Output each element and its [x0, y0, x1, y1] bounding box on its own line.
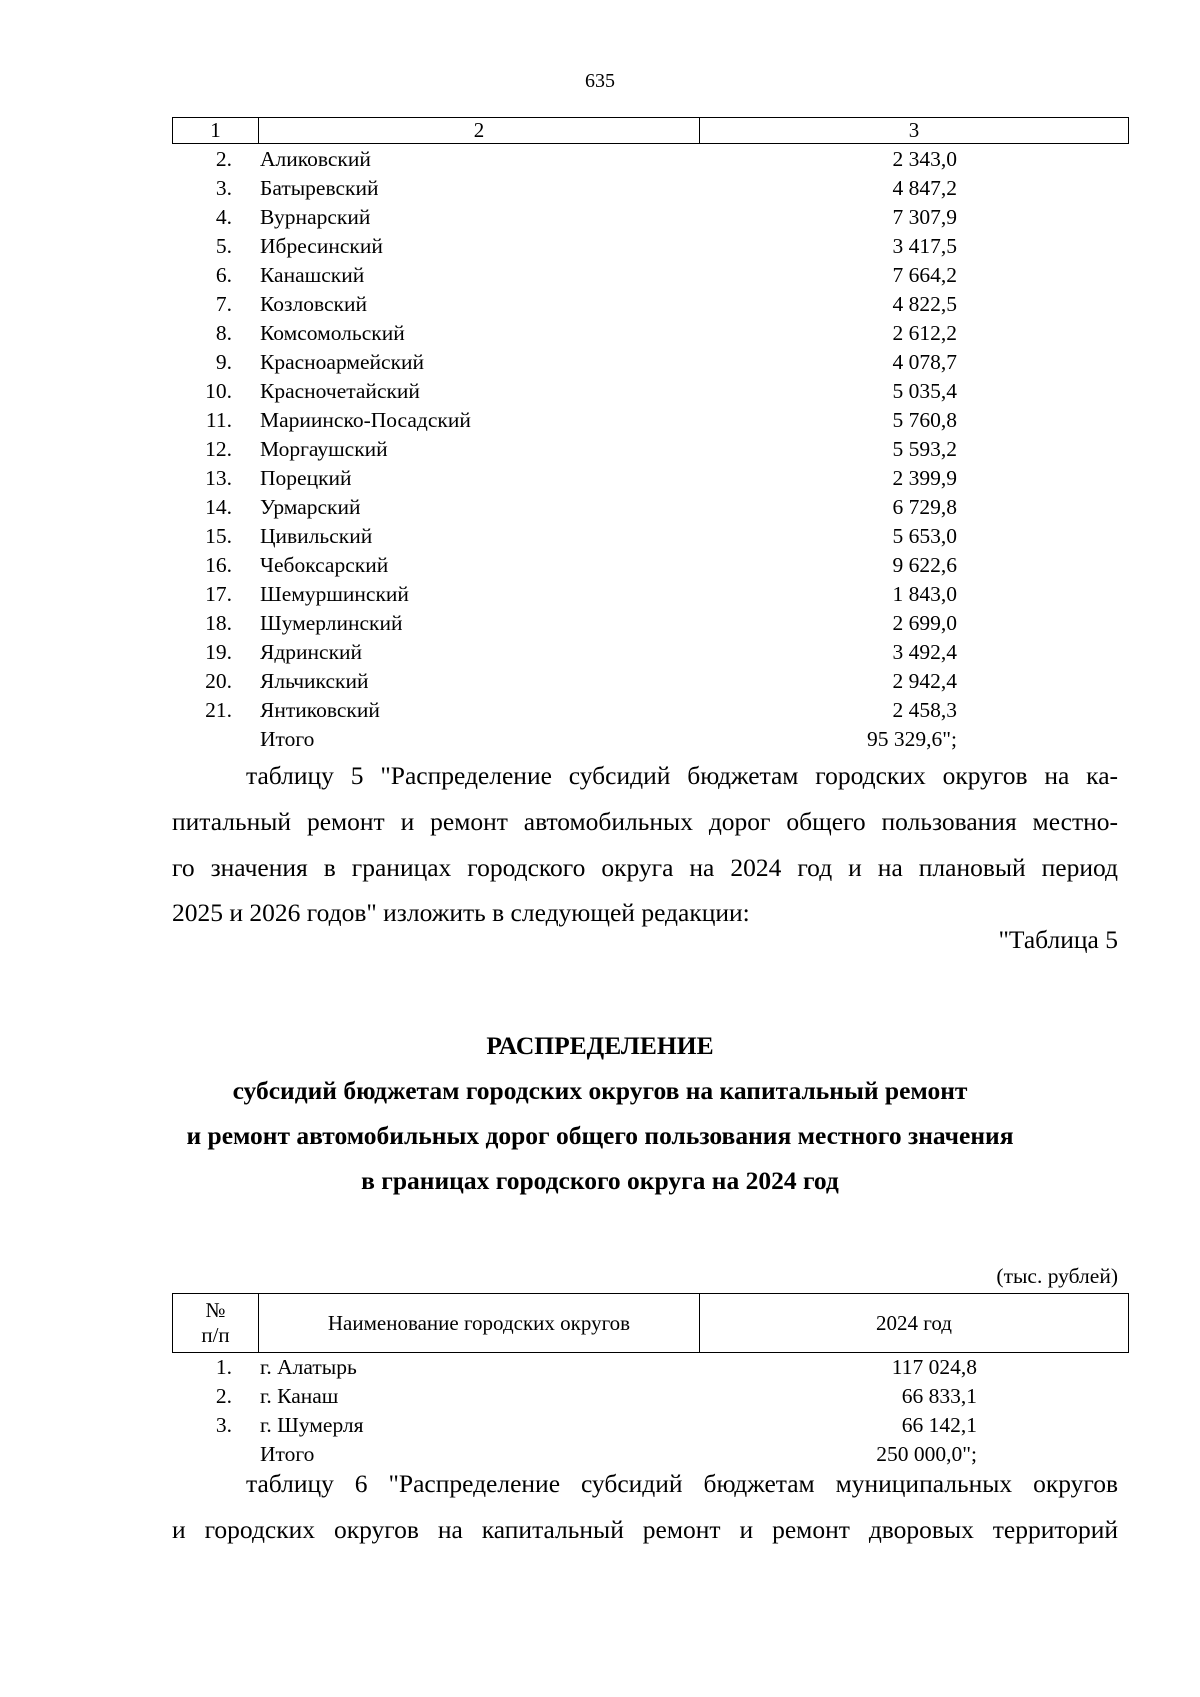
- units-label: (тыс. рублей): [996, 1264, 1118, 1288]
- row-value: 2 399,9: [892, 466, 957, 490]
- table2-body: [0, 1353, 1200, 1469]
- row-name: Янтиковский: [260, 698, 380, 722]
- row-number: 5.: [215, 234, 232, 258]
- row-number: 1.: [215, 1355, 232, 1379]
- row-value: 3 492,4: [892, 640, 957, 664]
- row-value: 7 664,2: [892, 263, 957, 287]
- row-number: 9.: [215, 350, 232, 374]
- row-name: Цивильский: [260, 524, 373, 548]
- row-number: 12.: [205, 437, 232, 461]
- row-name: Ядринский: [260, 640, 363, 664]
- row-name: Порецкий: [260, 466, 352, 490]
- table2-header-name: Наименование городских округов: [259, 1294, 700, 1353]
- row-name: Ибресинский: [260, 234, 383, 258]
- row-number: 14.: [205, 495, 232, 519]
- table-row: [0, 1353, 1200, 1382]
- row-name: г. Шумерля: [260, 1413, 364, 1437]
- row-value: 6 729,8: [892, 495, 957, 519]
- row-number: 4.: [215, 205, 232, 229]
- row-number: 19.: [205, 640, 232, 664]
- row-number: 2.: [215, 147, 232, 171]
- row-value: 1 843,0: [892, 582, 957, 606]
- table2-header-num-line2: п/п: [201, 1323, 230, 1347]
- row-name: Вурнарский: [260, 205, 371, 229]
- page-number: 635: [585, 70, 615, 92]
- row-value: 66 833,1: [901, 1384, 977, 1408]
- table-row: [0, 435, 1200, 464]
- row-number: 13.: [205, 466, 232, 490]
- paragraph-table5-intro: [172, 753, 1118, 936]
- row-name: Красноармейский: [260, 350, 425, 374]
- table-row: [0, 725, 1200, 754]
- row-value: 5 653,0: [892, 524, 957, 548]
- row-name: Комсомольский: [260, 321, 405, 345]
- row-name: Батыревский: [260, 176, 379, 200]
- table-row: [0, 290, 1200, 319]
- table-row: [0, 203, 1200, 232]
- row-number: 11.: [205, 408, 232, 432]
- row-name: Красночетайский: [260, 379, 420, 403]
- row-name: Шумерлинский: [260, 611, 403, 635]
- paragraph-table6-intro: [172, 1461, 1118, 1553]
- row-value: 4 847,2: [892, 176, 957, 200]
- row-name: Чебоксарский: [260, 553, 389, 577]
- row-number: 16.: [205, 553, 232, 577]
- row-value: 5 760,8: [892, 408, 957, 432]
- row-value: 4 822,5: [892, 292, 957, 316]
- table-row: [0, 551, 1200, 580]
- row-name: Итого: [260, 727, 315, 751]
- row-number: 2.: [215, 1384, 232, 1408]
- title-line: в границах городского округа на 2024 год: [361, 1166, 839, 1195]
- row-name: г. Канаш: [260, 1384, 339, 1408]
- table-row: [0, 145, 1200, 174]
- paragraph-line: го значения в границах городского округа на 2024 год и на плановый период: [172, 852, 1118, 882]
- paragraph-line: питальный ремонт и ремонт автомобильных дорог общего пользования местно-: [172, 806, 1118, 836]
- table-row: [0, 319, 1200, 348]
- table-row: [0, 232, 1200, 261]
- row-value: 2 343,0: [892, 147, 957, 171]
- table1-header-col2: 2: [259, 118, 700, 144]
- row-number: 7.: [215, 292, 232, 316]
- row-value: 2 699,0: [892, 611, 957, 635]
- row-name: Козловский: [260, 292, 368, 316]
- row-value: 95 329,6";: [867, 727, 957, 751]
- table2-header-num: [173, 1294, 259, 1353]
- row-number: 8.: [215, 321, 232, 345]
- table-row: [0, 522, 1200, 551]
- table2-header-num-line1: №: [205, 1298, 226, 1322]
- table1-header-col1: 1: [173, 118, 259, 144]
- row-name: Итого: [260, 1442, 315, 1466]
- table1-header: [172, 117, 1129, 144]
- table-row: [0, 174, 1200, 203]
- paragraph-line: таблицу 5 "Распределение субсидий бюджетам городских округов на ка-: [246, 761, 1118, 790]
- table-row: [0, 406, 1200, 435]
- table-row: [0, 580, 1200, 609]
- table-row: [0, 348, 1200, 377]
- row-value: 2 458,3: [892, 698, 957, 722]
- title-line: РАСПРЕДЕЛЕНИЕ: [486, 1031, 714, 1060]
- row-name: Канашский: [260, 263, 365, 287]
- row-number: 21.: [205, 698, 232, 722]
- row-value: 5 035,4: [892, 379, 957, 403]
- table2-header-year: 2024 год: [700, 1294, 1129, 1353]
- paragraph-line: таблицу 6 "Распределение субсидий бюджетам муниципальных округов: [246, 1469, 1118, 1498]
- table-row: [0, 261, 1200, 290]
- table-row: [0, 1411, 1200, 1440]
- row-value: 66 142,1: [901, 1413, 977, 1437]
- row-name: Урмарский: [260, 495, 361, 519]
- row-name: Яльчикский: [260, 669, 369, 693]
- table-row: [0, 638, 1200, 667]
- row-value: 9 622,6: [892, 553, 957, 577]
- row-number: 10.: [205, 379, 232, 403]
- title-line: и ремонт автомобильных дорог общего пользования местного значения: [186, 1121, 1014, 1150]
- table-row: [0, 464, 1200, 493]
- table-row: [0, 377, 1200, 406]
- table-row: [0, 696, 1200, 725]
- paragraph-line: и городских округов на капитальный ремонт и ремонт дворовых территорий: [172, 1514, 1118, 1544]
- table1-body: [0, 145, 1200, 754]
- row-name: Мариинско-Посадский: [260, 408, 471, 432]
- row-number: 15.: [205, 524, 232, 548]
- row-value: 3 417,5: [892, 234, 957, 258]
- table-row: [0, 609, 1200, 638]
- row-number: 20.: [205, 669, 232, 693]
- row-name: Моргаушский: [260, 437, 388, 461]
- table-label: "Таблица 5: [998, 925, 1118, 954]
- row-name: г. Алатырь: [260, 1355, 357, 1379]
- table-row: [0, 1382, 1200, 1411]
- title-line: субсидий бюджетам городских округов на капитальный ремонт: [232, 1076, 968, 1105]
- row-value: 7 307,9: [892, 205, 957, 229]
- row-number: 3.: [215, 176, 232, 200]
- row-number: 18.: [205, 611, 232, 635]
- table-title: [0, 1023, 1200, 1203]
- row-name: Аликовский: [260, 147, 371, 171]
- row-number: 17.: [205, 582, 232, 606]
- table2-header: [172, 1293, 1129, 1353]
- row-number: 3.: [215, 1413, 232, 1437]
- row-value: 117 024,8: [891, 1355, 977, 1379]
- table1-header-col3: 3: [700, 118, 1129, 144]
- paragraph-line: 2025 и 2026 годов" изложить в следующей редакции:: [172, 898, 750, 928]
- row-value: 250 000,0";: [876, 1442, 977, 1466]
- row-value: 4 078,7: [892, 350, 957, 374]
- row-number: 6.: [215, 263, 232, 287]
- row-value: 2 612,2: [892, 321, 957, 345]
- row-value: 5 593,2: [892, 437, 957, 461]
- table-row: [0, 493, 1200, 522]
- row-value: 2 942,4: [892, 669, 957, 693]
- table-row: [0, 667, 1200, 696]
- row-name: Шемуршинский: [260, 582, 409, 606]
